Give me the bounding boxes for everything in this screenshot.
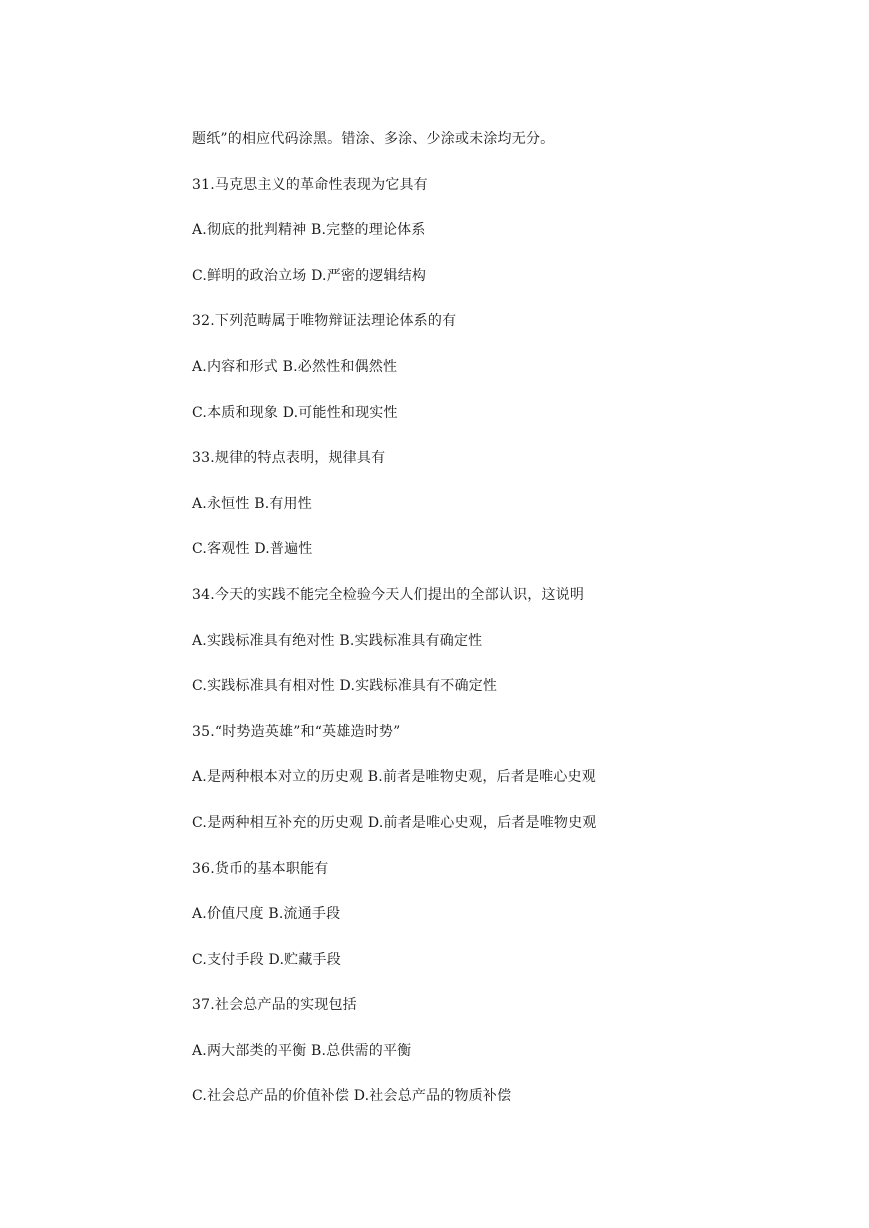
question-35-options-cd: C.是两种相互补充的历史观 D.前者是唯心史观，后者是唯物史观: [192, 814, 597, 831]
question-37-options-ab: A.两大部类的平衡 B.总供需的平衡: [192, 1042, 412, 1059]
question-36-options-cd: C.支付手段 D.贮藏手段: [192, 951, 341, 968]
question-35-stem: 35.“时势造英雄”和“英雄造时势”: [192, 723, 401, 740]
question-34-options-cd: C.实践标准具有相对性 D.实践标准具有不确定性: [192, 678, 498, 695]
question-32-options-ab: A.内容和形式 B.必然性和偶然性: [192, 358, 398, 375]
question-36-options-ab: A.价值尺度 B.流通手段: [192, 906, 341, 923]
question-33-options-ab: A.永恒性 B.有用性: [192, 495, 312, 512]
question-31-stem: 31.马克思主义的革命性表现为它具有: [192, 176, 428, 193]
instruction-line: 题纸”的相应代码涂黑。错涂、多涂、少涂或未涂均无分。: [192, 131, 555, 147]
question-34-options-ab: A.实践标准具有绝对性 B.实践标准具有确定性: [192, 632, 483, 649]
question-31-options-cd: C.鲜明的政治立场 D.严密的逻辑结构: [192, 267, 427, 284]
question-33-stem: 33.规律的特点表明，规律具有: [192, 450, 386, 467]
question-37-options-cd: C.社会总产品的价值补偿 D.社会总产品的物质补偿: [192, 1088, 512, 1105]
question-32-stem: 32.下列范畴属于唯物辩证法理论体系的有: [192, 313, 457, 330]
question-31-options-ab: A.彻底的批判精神 B.完整的理论体系: [192, 222, 426, 239]
question-33-options-cd: C.客观性 D.普遍性: [192, 541, 313, 558]
question-37-stem: 37.社会总产品的实现包括: [192, 997, 357, 1014]
question-34-stem: 34.今天的实践不能完全检验今天人们提出的全部认识，这说明: [192, 586, 585, 603]
question-35-options-ab: A.是两种根本对立的历史观 B.前者是唯物史观，后者是唯心史观: [192, 769, 596, 786]
question-32-options-cd: C.本质和现象 D.可能性和现实性: [192, 404, 398, 421]
question-36-stem: 36.货币的基本职能有: [192, 860, 329, 877]
exam-text-block: [192, 126, 832, 1129]
